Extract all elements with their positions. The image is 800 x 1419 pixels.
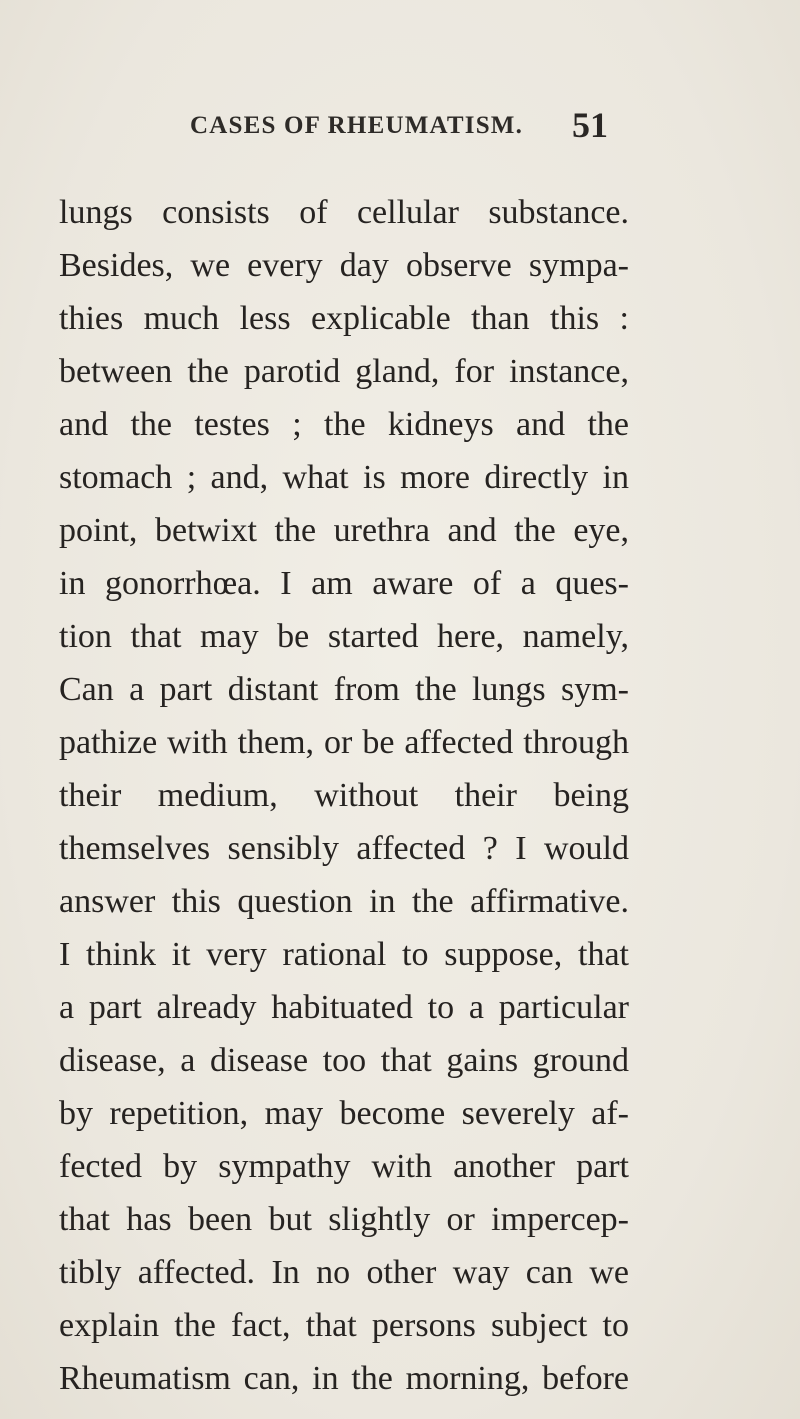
text-line: fected by sympathy with another part [59,1148,629,1185]
text-line: tion that may be started here, namely, [59,618,629,655]
text-line: thies much less explicable than this : [59,300,629,337]
text-line: explain the fact, that persons subject to [59,1307,629,1344]
text-line: pathize with them, or be affected through [59,724,629,761]
text-line: their medium, without their being [59,777,629,814]
text-line: lungs consists of cellular substance. [59,194,629,231]
text-line: stomach ; and, what is more directly in [59,459,629,496]
text-line: in gonorrhœa. I am aware of a ques- [59,565,629,602]
text-line: themselves sensibly affected ? I would [59,830,629,867]
text-line: tibly affected. In no other way can we [59,1254,629,1291]
page-number: 51 [572,105,608,145]
text-line: between the parotid gland, for instance, [59,353,629,390]
text-line: I think it very rational to suppose, that [59,936,629,973]
text-line: answer this question in the affirmative. [59,883,629,920]
text-line: that has been but slightly or impercep- [59,1201,629,1238]
text-line: disease, a disease too that gains ground [59,1042,629,1079]
text-line: point, betwixt the urethra and the eye, [59,512,629,549]
text-line: by repetition, may become severely af- [59,1095,629,1132]
text-line: Besides, we every day observe sympa- [59,247,629,284]
running-head: CASES OF RHEUMATISM. [190,112,524,139]
text-line: a part already habituated to a particular [59,989,629,1026]
text-line: and the testes ; the kidneys and the [59,406,629,443]
text-line: Can a part distant from the lungs sym- [59,671,629,708]
text-line: Rheumatism can, in the morning, before [59,1360,629,1397]
